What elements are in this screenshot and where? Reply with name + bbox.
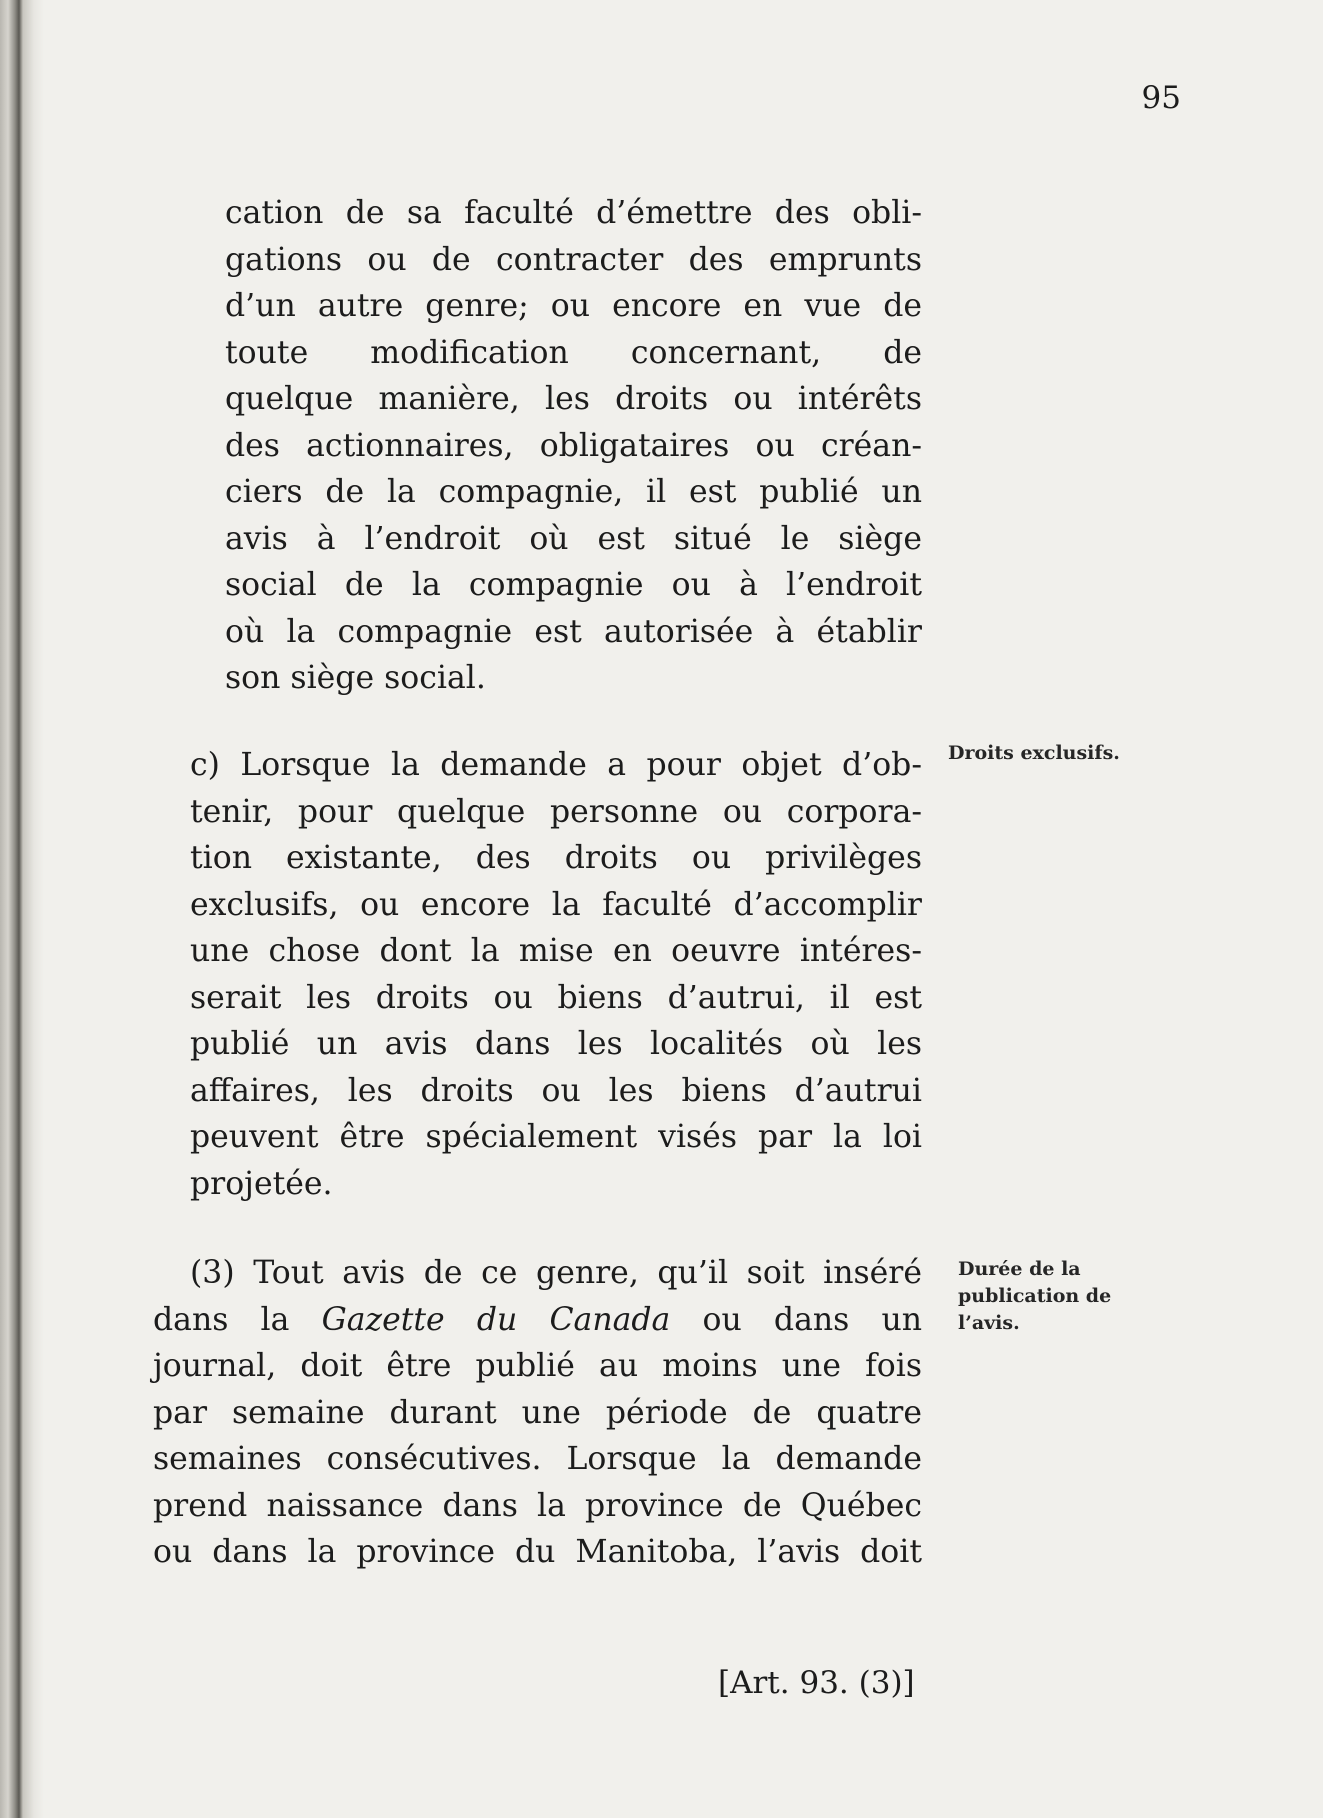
text-line: toute modification concernant, de bbox=[225, 334, 922, 371]
paragraph-3 bbox=[153, 1250, 922, 1576]
text-line-with-italic bbox=[153, 1297, 922, 1344]
text-line: d’un autre genre; ou encore en vue de bbox=[225, 288, 922, 324]
text-line: tenir, pour quelque personne ou corpora- bbox=[190, 793, 922, 830]
text-segment: dans la bbox=[153, 1301, 290, 1338]
text-line: quelque manière, les droits ou intérêts bbox=[225, 381, 922, 417]
text-line: c) Lorsque la demande a pour objet d’ob- bbox=[190, 747, 922, 783]
text-line: ou dans la province du Manitoba, l’avis doit bbox=[153, 1534, 922, 1570]
text-line: tion existante, des droits ou privilèges bbox=[190, 840, 922, 876]
text-line: projetée. bbox=[190, 1165, 333, 1202]
text-line: publié un avis dans les localités où les bbox=[190, 1026, 922, 1062]
text-segment: ou dans un bbox=[702, 1301, 923, 1338]
text-line: serait les droits ou biens d’autrui, il est bbox=[190, 979, 922, 1016]
margin-note-line: l’avis. bbox=[958, 1312, 1020, 1334]
text-line: par semaine durant une période de quatre bbox=[153, 1394, 922, 1431]
text-line: semaines consécutives. Lorsque la demande bbox=[153, 1441, 922, 1477]
text-line: avis à l’endroit où est situé le siège bbox=[225, 520, 922, 557]
gazette-title: Gazette du Canada bbox=[321, 1301, 671, 1338]
text-line: où la compagnie est autorisée à établir bbox=[225, 613, 922, 650]
text-line: exclusifs, ou encore la faculté d’accomplir bbox=[190, 886, 922, 923]
text-line: ciers de la compagnie, il est publié un bbox=[225, 474, 922, 510]
text-line: son siège social. bbox=[225, 660, 486, 696]
margin-note-publication-duration bbox=[958, 1256, 1168, 1337]
text-line: peuvent être spécialement visés par la loi bbox=[190, 1119, 922, 1155]
text-line: journal, doit être publié au moins une fois bbox=[153, 1348, 922, 1384]
margin-note-exclusive-rights: Droits exclusifs. bbox=[948, 742, 1120, 764]
text-line: une chose dont la mise en oeuvre intéres- bbox=[190, 933, 922, 969]
margin-note-line: publication de bbox=[958, 1285, 1112, 1307]
text-line: des actionnaires, obligataires ou créan- bbox=[225, 427, 922, 464]
paragraph-continuation bbox=[225, 190, 922, 702]
text-line: prend naissance dans la province de Québec bbox=[153, 1487, 922, 1524]
text-line: social de la compagnie ou à l’endroit bbox=[225, 567, 922, 603]
margin-note-line: Durée de la bbox=[958, 1258, 1081, 1280]
text-line: gations ou de contracter des emprunts bbox=[225, 241, 922, 278]
page-binding-edge bbox=[0, 0, 44, 1818]
page-number: 95 bbox=[1141, 80, 1181, 116]
paragraph-c bbox=[190, 742, 922, 1207]
text-line: cation de sa faculté d’émettre des obli- bbox=[225, 195, 922, 231]
article-reference: [Art. 93. (3)] bbox=[718, 1665, 915, 1701]
text-line: affaires, les droits ou les biens d’autrui bbox=[190, 1072, 922, 1109]
text-line: (3) Tout avis de ce genre, qu’il soit inséré bbox=[190, 1255, 922, 1291]
